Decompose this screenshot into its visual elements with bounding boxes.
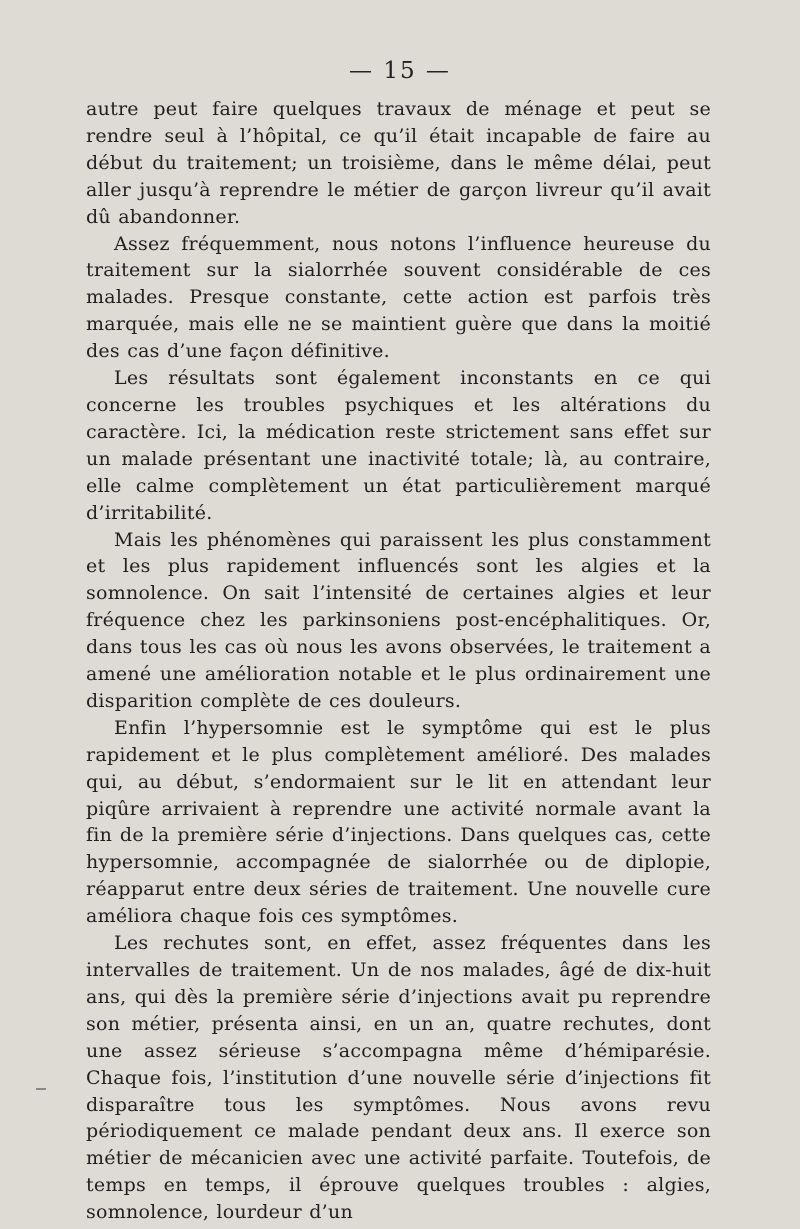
- page-number: — 15 —: [349, 58, 451, 84]
- paragraph-algies-somnolence: Mais les phénomènes qui paraissent les plus constamment et les plus rapidement influencés sont les algies et la somnolence. On sait l’intensité de certaines algies et leur fréquence chez les parkinsoniens post-encéphalitiques. Or, dans tous les cas où nous les avons observées, le traitement a amené une amélioration notable et le plus ordinairement une disparition complète de ces douleurs.: [86, 528, 711, 712]
- paragraph-psychic-troubles: Les résultats sont également inconstants en ce qui concerne les troubles psychiques et les altérations du caractère. Ici, la médication reste strictement sans effet sur un malade présentant une inactivité totale; là, au contraire, elle calme complètement un état particulièrement marqué d’irritabilité.: [86, 367, 711, 524]
- body-text: [86, 96, 711, 1226]
- paragraph-relapses: Les rechutes sont, en effet, assez fréquentes dans les intervalles de traitement. Un de nos malades, âgé de dix-huit ans, qui dès la première série d’injections avait pu reprendre son métier, présenta ainsi, en un an, quatre rechutes, dont une assez sérieuse s’accompagna même d’hémiparésie. Chaque fois, l’institution d’une nouvelle série d’injections fit disparaître tous les symptômes. Nous avons revu périodiquement ce malade pendant deux ans. Il exerce son métier de mécanicien avec une activité parfaite. Toutefois, de temps en temps, il éprouve quelques troubles : algies, somnolence, lourdeur d’un: [86, 932, 711, 1224]
- paragraph-continued: autre peut faire quelques travaux de ménage et peut se rendre seul à l’hôpital, ce qu’il était incapable de faire au début du traitement; un troisième, dans le même délai, peut aller jusqu’à reprendre le métier de garçon livreur qu’il avait dû abandonner.: [86, 98, 711, 228]
- paragraph-sialorrhea: Assez fréquemment, nous notons l’influence heureuse du traitement sur la sialorrhée souvent considérable de ces malades. Presque constante, cette action est parfois très marquée, mais elle ne se maintient guère que dans la moitié des cas d’une façon définitive.: [86, 232, 711, 363]
- margin-dash-mark: [36, 1088, 46, 1090]
- paragraph-hypersomnia: Enfin l’hypersomnie est le symptôme qui est le plus rapidement et le plus complètement amélioré. Des malades qui, au début, s’endormaient sur le lit en attendant leur piqûre arrivaient à reprendre une activité normale avant la fin de la première série d’injections. Dans quelques cas, cette hypersomnie, accompagnée de sialorrhée ou de diplopie, réapparut entre deux séries de traitement. Une nouvelle cure améliora chaque fois ces symptômes.: [86, 716, 711, 928]
